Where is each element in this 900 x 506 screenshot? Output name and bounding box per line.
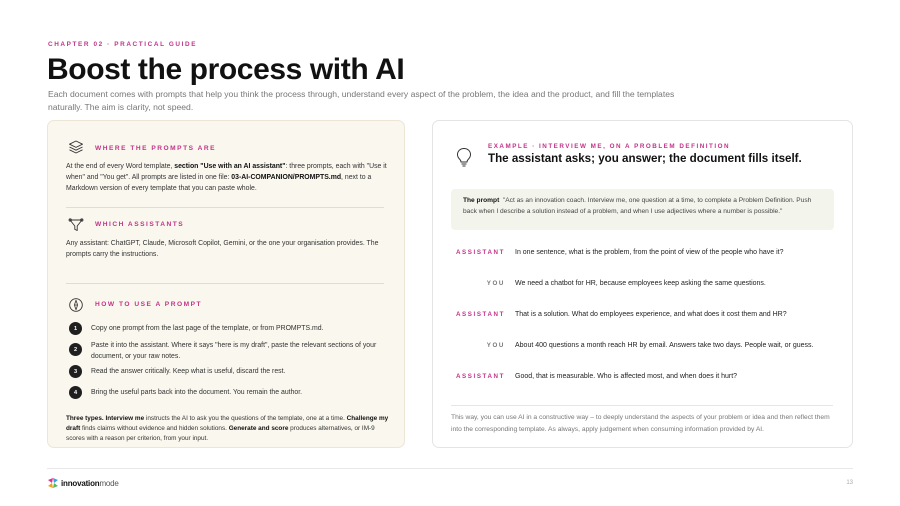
which-assistants-heading: WHICH ASSISTANTS [95, 221, 185, 228]
chapter-eyebrow: CHAPTER 02 · PRACTICAL GUIDE [48, 41, 198, 48]
example-eyebrow: EXAMPLE · INTERVIEW ME, ON A PROBLEM DEFINITION [488, 143, 731, 150]
step-text: Read the answer critically. Keep what is useful, discard the rest. [91, 368, 286, 375]
step-number: 1 [69, 322, 82, 335]
footer-divider [47, 468, 853, 469]
where-prompts-text: At the end of every Word template, section "Use with an AI assistant": three prompts, each with "Use it when" and "You get". All prompts are listed in one file: 03-AI-COMPANION/PROMPTS.md, next to a Markdown version of every template that you can paste whole. [66, 163, 387, 192]
dialogue-role: ASSISTANT [455, 249, 505, 256]
step-number: 2 [69, 343, 82, 356]
page-title: Boost the process with AI [47, 53, 405, 86]
example-title: The assistant asks; you answer; the document fills itself. [488, 152, 802, 165]
dialogue-role: YOU [486, 342, 505, 349]
how-to-use-heading: HOW TO USE A PROMPT [95, 301, 203, 308]
prompt-box: The prompt "Act as an innovation coach. Interview me, one question at a time, to complete a Problem Definition. Push back when I describe a solution instead of a problem, and when I use adjectives where a number is possible." [451, 189, 834, 230]
section-divider [66, 283, 384, 284]
dialogue-role: ASSISTANT [455, 311, 505, 318]
page-number: 13 [846, 480, 853, 486]
which-assistants-text: Any assistant: ChatGPT, Claude, Microsoft Copilot, Gemini, or the one your organisation provides. The prompts carry the instructions. [66, 240, 379, 258]
brand-mark-icon [47, 477, 59, 489]
where-prompts-heading: WHERE THE PROMPTS ARE [95, 145, 217, 152]
dialogue-message: Good, that is measurable. Who is affected most, and when does it hurt? [515, 373, 738, 380]
brand-logo: innovationmode [47, 477, 119, 489]
dialogue-message: In one sentence, what is the problem, from the point of view of the people who have it? [515, 249, 784, 256]
prompts-guide-card [47, 120, 405, 448]
step-text: Copy one prompt from the last page of the template, or from PROMPTS.md. [91, 325, 324, 332]
compass-icon [68, 297, 84, 313]
lightbulb-icon [455, 147, 473, 167]
section-divider [66, 207, 384, 208]
page-subtitle: Each document comes with prompts that help you think the process through, understand every aspect of the problem, the idea and the product, and fill the templates naturally. The aim is clarity, not speed. [48, 89, 675, 112]
step-number: 3 [69, 365, 82, 378]
step-number: 4 [69, 386, 82, 399]
dialogue-role: YOU [486, 280, 505, 287]
step-text: Paste it into the assistant. Where it says "here is my draft", paste the relevant sections of your document, or your raw notes. [91, 342, 377, 360]
step-text: Bring the useful parts back into the document. You remain the author. [91, 389, 303, 396]
example-footnote: This way, you can use AI in a constructive way – to deeply understand the aspects of your problem or idea and then reflect them into the corresponding template. As always, apply judgement when consuming information provided by AI. [451, 414, 830, 433]
note-divider [451, 405, 833, 406]
funnel-icon [68, 217, 84, 233]
dialogue-message: About 400 questions a month reach HR by email. Answers take two days. People wait, or guess. [515, 342, 814, 349]
prompt-types-note: Three types. Interview me instructs the AI to ask you the questions of the template, one at a time. Challenge my draft finds claims without evidence and hidden solutions. Generate and score produces alternatives, or IM-9 scores with a reason per criterion, from your input. [66, 415, 389, 442]
dialogue-role: ASSISTANT [455, 373, 505, 380]
layers-icon [68, 139, 84, 155]
dialogue-message: That is a solution. What do employees experience, and what does it cost them and HR? [515, 311, 787, 318]
dialogue-message: We need a chatbot for HR, because employees keep asking the same questions. [515, 280, 766, 287]
example-card [432, 120, 853, 448]
